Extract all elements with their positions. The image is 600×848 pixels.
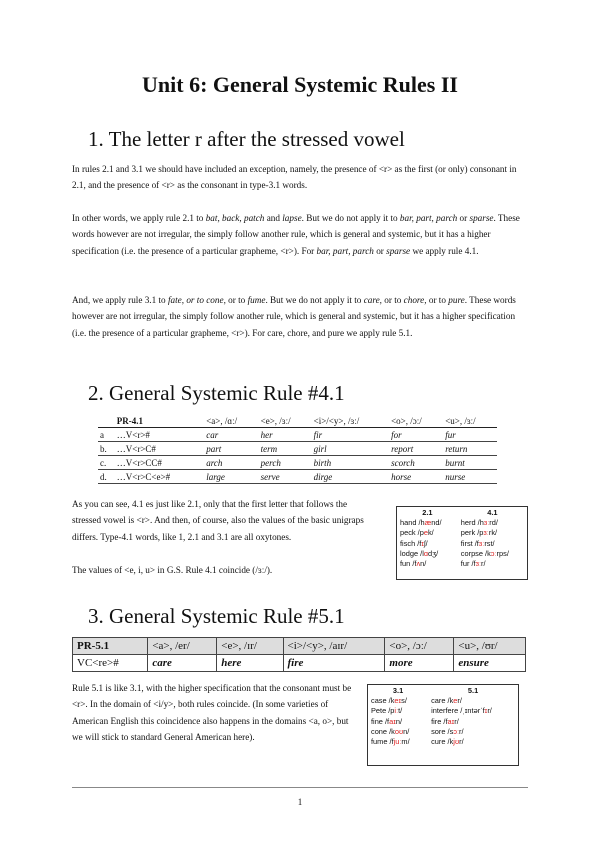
- rule-5-1-table: [72, 637, 526, 672]
- box-word: first /fɜːrst/: [460, 538, 495, 548]
- section-3-paragraph-1: Rule 5.1 is like 3.1, with the higher specification that the consonant must be <r>. In the domain of <i/y>, both rules coincide. (In some varieties of American English this coincidence also happens in the domains <a, o>, but we will stick to standard General American here).: [72, 683, 352, 742]
- box-word: fur /fɜːr/: [460, 559, 486, 569]
- word-cell: return: [443, 442, 497, 456]
- rule-4-1-table: [98, 414, 497, 484]
- word-cell: dirge: [312, 470, 389, 484]
- row-label: c.: [98, 456, 115, 470]
- word-cell: arch: [204, 456, 258, 470]
- word-cell: car: [204, 428, 258, 442]
- box-word: sore /sɔːr/: [431, 726, 464, 736]
- table-row: [98, 456, 497, 470]
- word-cell: ensure: [454, 655, 526, 672]
- word-cell: fire: [283, 655, 385, 672]
- word-cell: serve: [259, 470, 312, 484]
- header-cell: PR-4.1: [115, 414, 204, 428]
- box-word: fire /faɪr/: [431, 716, 459, 726]
- header-cell: PR-5.1: [73, 638, 148, 655]
- box-word: care /ker/: [431, 695, 462, 705]
- section-1-paragraph-3: And, we apply rule 3.1 to fate, or to cone, or to fume. But we do not apply it to care, or to chore, or to pure. These words however are not irregular, the simply follow another rule, which is general and systemic, but it has a higher specification (i.e. the presence of a particular grapheme, <r>). For care, chore, and pure we apply rule 5.1.: [72, 295, 516, 338]
- box-word: cure /kjʊr/: [431, 737, 464, 747]
- box-header: 3.1: [392, 685, 404, 695]
- box-word: Pete /piːt/: [371, 706, 403, 716]
- pattern-cell: …V<r>C<e>#: [115, 470, 204, 484]
- word-cell: birth: [312, 456, 389, 470]
- table-row: [98, 470, 497, 484]
- header-cell: <i>/<y>, /ɜː/: [312, 414, 389, 428]
- word-cell: here: [217, 655, 283, 672]
- box-word: peck /pek/: [400, 528, 434, 538]
- box-word: fun /fʌn/: [400, 559, 427, 569]
- comparison-box-3-1-5-1: [367, 684, 519, 766]
- box-word: herd /hɜːrd/: [460, 517, 498, 527]
- word-cell: for: [389, 428, 443, 442]
- word-cell: burnt: [443, 456, 497, 470]
- word-cell: term: [259, 442, 312, 456]
- box-header: 5.1: [467, 685, 479, 695]
- word-cell: fir: [312, 428, 389, 442]
- table-row: [73, 655, 526, 672]
- header-cell: <e>, /ɪr/: [217, 638, 283, 655]
- box-word: fine /faɪn/: [371, 716, 402, 726]
- box-word: interfere /ˌɪntərˈfɪr/: [431, 706, 492, 716]
- table-row: [98, 428, 497, 442]
- box-header: 4.1: [487, 507, 498, 517]
- pattern-cell: …V<r>#: [115, 428, 204, 442]
- section-1-paragraph-1: In rules 2.1 and 3.1 we should have included an exception, namely, the presence of <r> as the first (or only) consonant in 2.1, and the presence of <r> as the consonant in type-3.1 words.: [72, 164, 517, 191]
- word-cell: nurse: [443, 470, 497, 484]
- section-1-paragraph-2: In other words, we apply rule 2.1 to bat, back, patch and lapse. But we do not apply it to bar, part, parch or sparse. These words however are not irregular, the simply follow another rule, which is general and systemic, but it has a higher specification (i.e. the presence of a particular grapheme, <r>). For bar, part, parch or sparse we apply rule 4.1.: [72, 213, 520, 256]
- word-cell: large: [204, 470, 258, 484]
- word-cell: scorch: [389, 456, 443, 470]
- table-header-row: [98, 414, 497, 428]
- word-cell: report: [389, 442, 443, 456]
- word-cell: horse: [389, 470, 443, 484]
- box-word: lodge /lɑdʒ/: [400, 548, 439, 558]
- header-cell: <a>, /ɑː/: [204, 414, 258, 428]
- box-word: corpse /kɔːrps/: [460, 548, 509, 558]
- pattern-cell: …V<r>C#: [115, 442, 204, 456]
- header-cell: <a>, /er/: [148, 638, 217, 655]
- header-cell: <o>, /ɔː/: [385, 638, 454, 655]
- header-cell: <i>/<y>, /aɪr/: [283, 638, 385, 655]
- box-word: cone /koʊn/: [371, 726, 410, 736]
- box-word: fume /fjuːm/: [371, 737, 410, 747]
- header-cell: <u>, /ʊr/: [454, 638, 526, 655]
- word-cell: part: [204, 442, 258, 456]
- section-2-heading: 2. General Systemic Rule #4.1: [88, 381, 345, 405]
- table-row: [98, 442, 497, 456]
- header-cell: <o>, /ɔː/: [389, 414, 443, 428]
- header-cell: <u>, /ɜː/: [443, 414, 497, 428]
- row-label: b.: [98, 442, 115, 456]
- section-3-heading: 3. General Systemic Rule #5.1: [88, 604, 345, 628]
- box-word: perk /pɜːrk/: [460, 528, 498, 538]
- word-cell: more: [385, 655, 454, 672]
- box-header: 2.1: [422, 507, 433, 517]
- word-cell: perch: [259, 456, 312, 470]
- box-word: fisch /fɪʃ/: [400, 538, 428, 548]
- box-word: case /keɪs/: [371, 695, 407, 705]
- header-cell: [98, 414, 115, 428]
- comparison-box-2-1-4-1: [396, 506, 528, 580]
- word-cell: girl: [312, 442, 389, 456]
- row-label: a: [98, 428, 115, 442]
- footer-divider: [72, 787, 528, 788]
- row-label: d.: [98, 470, 115, 484]
- section-2-paragraph-2: The values of <e, i, u> in G.S. Rule 4.1 coincide (/ɜː/).: [72, 565, 273, 575]
- header-cell: <e>, /ɜː/: [259, 414, 312, 428]
- unit-title: Unit 6: General Systemic Rules II: [142, 72, 458, 97]
- word-cell: fur: [443, 428, 497, 442]
- word-cell: her: [259, 428, 312, 442]
- table-header-row: [73, 638, 526, 655]
- pattern-cell: …V<r>CC#: [115, 456, 204, 470]
- pattern-cell: VC<re>#: [73, 655, 148, 672]
- word-cell: care: [148, 655, 217, 672]
- section-2-paragraph-1: As you can see, 4.1 es just like 2.1, only that the first letter that follows the stressed vowel is <r>. And then, of course, also the values of the basic unigraps differs. Type-4.1 words, like 1, 2.1 and 3.1 are all oxytones.: [72, 499, 364, 542]
- section-1-heading: 1. The letter r after the stressed vowel: [88, 127, 405, 151]
- page-number: 1: [297, 797, 303, 807]
- box-word: hand /hænd/: [400, 517, 442, 527]
